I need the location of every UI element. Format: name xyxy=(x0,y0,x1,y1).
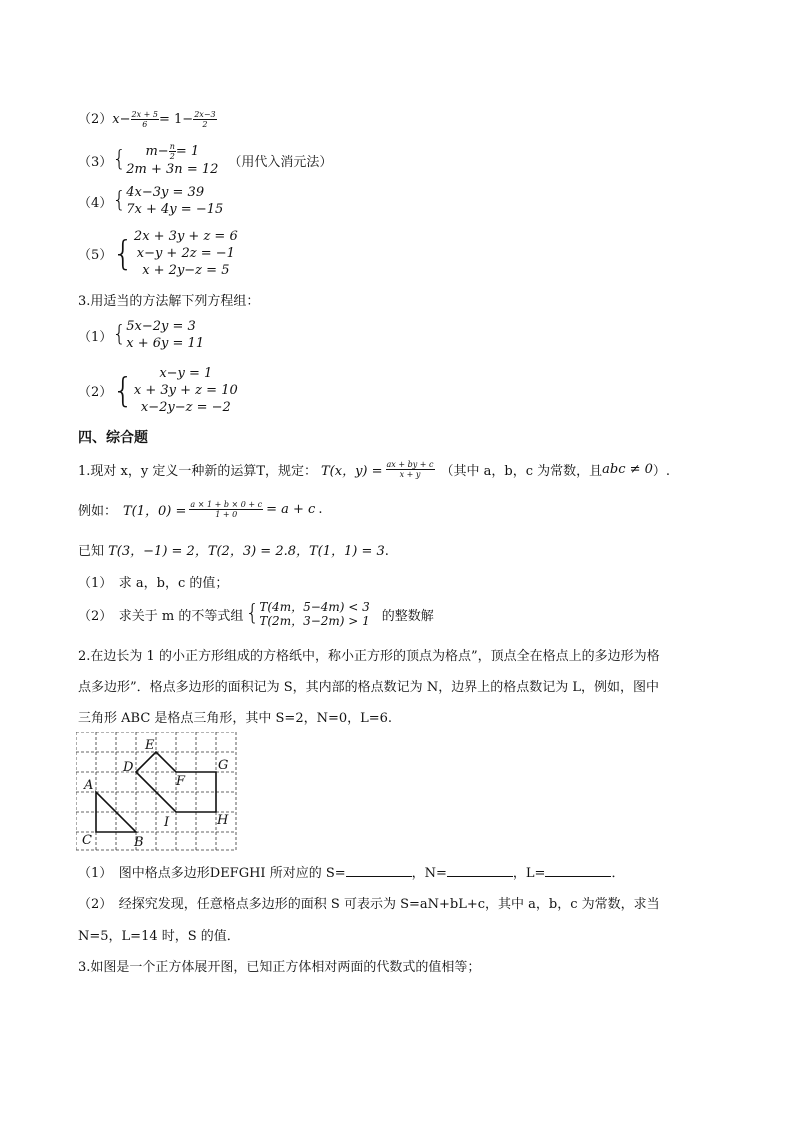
vertex-h-label: H xyxy=(217,813,229,828)
lattice-grid-figure xyxy=(76,732,238,852)
equation-line: x + 3y + z = 10 xyxy=(133,383,238,398)
known-label: 已知 xyxy=(78,544,109,559)
equation-line: m− $\frac{n}{2}$ = 1 xyxy=(145,142,200,161)
fraction-denominator: 6 xyxy=(142,120,148,129)
example-lhs: T(1，0) = xyxy=(123,504,187,519)
q2-part-2-line-2: N=5，L=14 时，S 的值． xyxy=(78,929,240,944)
q1-example: 例如： T(1，0) = $\frac{a \times 1 + b \times 0 + c}{1 + 0}$ = a + c . xyxy=(78,500,323,519)
equation-system xyxy=(126,318,204,352)
equation-line: x + 6y = 11 xyxy=(126,336,205,351)
item-number: （4） xyxy=(78,195,113,211)
answer-blank-n[interactable] xyxy=(447,864,513,877)
item-3 xyxy=(78,142,332,178)
equation-line: x−y = 1 xyxy=(159,366,213,381)
example-rhs: = a + c xyxy=(266,502,316,517)
equation-system xyxy=(134,228,238,279)
section-4-heading: 四、综合题 xyxy=(78,430,148,446)
fraction-numerator: 2x−3 xyxy=(194,110,216,119)
def-lhs: T(x，y) = xyxy=(321,464,383,479)
q1-intro: 1.现对 x，y 定义一种新的运算T，规定： xyxy=(78,464,318,479)
def-note-end: ）. xyxy=(652,464,671,479)
answer-blank-l[interactable] xyxy=(545,864,611,877)
vertex-i-label: I xyxy=(164,815,170,830)
left-brace: { xyxy=(112,233,134,274)
equation-line: x + 2y−z = 5 xyxy=(142,263,230,278)
def-condition: abc ≠ 0 xyxy=(602,462,653,477)
equation-line: x−y + 2z = −1 xyxy=(136,246,235,261)
equation-term: x xyxy=(112,112,120,127)
item-4 xyxy=(78,184,223,218)
q3-line-1: 3.如图是一个正方体展开图，已知正方体相对两面的代数式的值相等； xyxy=(78,960,481,975)
q2-line-3: 三角形 ABC 是格点三角形，其中 S=2，N=0，L=6. xyxy=(78,711,393,726)
q1-part-2 xyxy=(78,600,434,628)
vertex-g-label: G xyxy=(218,758,229,773)
item-number: （1） xyxy=(78,329,113,345)
equation-operator: = 1− xyxy=(159,112,194,127)
part2-text: （2） 求关于 m 的不等式组 xyxy=(78,608,244,624)
equation-line: 4x−3y = 39 xyxy=(126,185,205,200)
left-brace: { xyxy=(112,188,127,213)
vertex-c-label: C xyxy=(82,833,92,848)
fraction-term xyxy=(131,110,159,129)
q2-part-1: （1） 图中格点多边形DEFGHI 所对应的 S= ，N= ，L= ． xyxy=(78,866,625,881)
fraction-numerator: 2x + 5 xyxy=(131,110,159,119)
q2-line-2: 点多边形”．格点多边形的面积记为 S，其内部的格点数记为 N，边界上的格点数记为 L，例如，图中 xyxy=(78,680,659,695)
q1-part-1: （1） 求 a，b，c 的值； xyxy=(78,576,229,591)
s3-item-1 xyxy=(78,318,204,352)
equation-line: x−2y−z = −2 xyxy=(140,400,231,415)
equation-system xyxy=(134,365,238,416)
item-2 xyxy=(78,108,217,129)
fraction-denominator: 2 xyxy=(202,120,208,129)
s3-item-2 xyxy=(78,365,238,416)
item-number: （2） xyxy=(78,385,113,400)
example-fraction: $\frac{a \times 1 + b \times 0 + c}{1 + 0}$ xyxy=(190,500,263,519)
item-5 xyxy=(78,228,238,279)
vertex-f-label: F xyxy=(176,774,186,789)
method-note: （用代入消元法） xyxy=(228,154,333,170)
known-values: T(3，−1) = 2，T(2，3) = 2.8，T(1，1) = 3 xyxy=(108,544,385,559)
equation-system xyxy=(126,184,223,218)
equation-system xyxy=(126,142,218,178)
q2-part-2-line-1: （2） 经探究发现，任意格点多边形的面积 S 可表示为 S=aN+bL+c，其中 a，b，c 为常数，求当 xyxy=(78,897,660,912)
q1-definition xyxy=(78,460,670,479)
item-number: （3） xyxy=(78,154,113,170)
equation-line: 7x + 4y = −15 xyxy=(126,202,224,217)
answer-blank-s[interactable] xyxy=(346,864,412,877)
fraction-term xyxy=(193,110,216,129)
item-number: （5） xyxy=(78,248,113,263)
section-3-title: 3.用适当的方法解下列方程组： xyxy=(78,294,260,309)
left-brace: { xyxy=(112,147,127,172)
left-brace: { xyxy=(112,322,127,347)
inequality-line: T(2m，3−2m) > 1 xyxy=(259,614,370,628)
equation-line: 2x + 3y + z = 6 xyxy=(133,229,238,244)
vertex-e-label: E xyxy=(145,738,155,753)
example-label: 例如： xyxy=(78,504,118,519)
vertex-a-label: A xyxy=(84,778,94,793)
inequality-system xyxy=(259,600,369,628)
equation-line: 2m + 3n = 12 xyxy=(126,162,219,177)
equation-line: 5x−2y = 3 xyxy=(126,319,196,334)
def-note: （其中 a，b，c 为常数，且 xyxy=(440,464,603,479)
vertex-d-label: D xyxy=(123,760,134,775)
left-brace: { xyxy=(112,370,134,411)
part2-end: 的整数解 xyxy=(381,608,434,624)
equation-operator: − xyxy=(119,112,131,127)
vertex-b-label: B xyxy=(134,835,144,850)
inequality-line: T(4m，5−4m) < 3 xyxy=(259,600,370,614)
item-number: （2） xyxy=(78,112,113,127)
def-fraction: $\frac{ax + by + c}{x + y}$ xyxy=(386,460,434,479)
q1-known: 已知 T(3，−1) = 2，T(2，3) = 2.8，T(1，1) = 3. xyxy=(78,544,389,559)
left-brace: { xyxy=(245,601,260,626)
q2-line-1: 2.在边长为 1 的小正方形组成的方格纸中，称小正方形的顶点为格点”，顶点全在格点上的多边形为格 xyxy=(78,649,660,664)
